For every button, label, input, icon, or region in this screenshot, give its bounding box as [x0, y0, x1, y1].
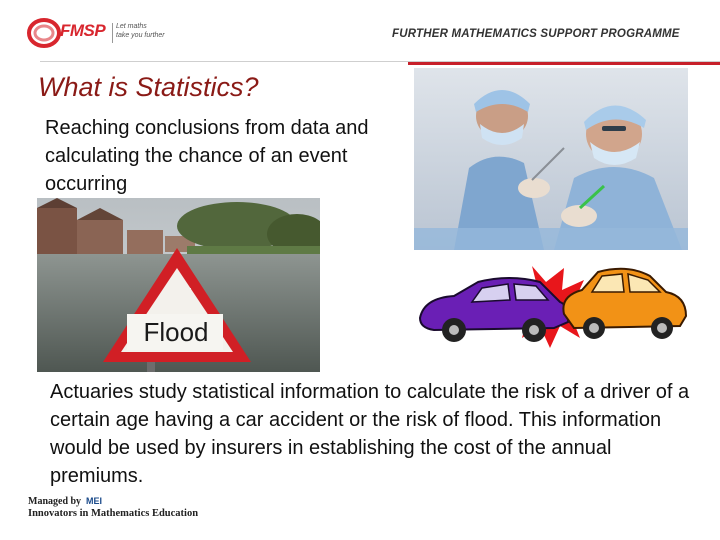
- logo-divider: [112, 23, 113, 43]
- intro-text: Reaching conclusions from data and calculating the chance of an event occurring: [45, 117, 369, 195]
- footer-logo: [28, 496, 248, 524]
- organisation-name: Innovators in Mathematics Education: [28, 508, 199, 519]
- header-accent-bar: [408, 62, 720, 65]
- fmsp-logo: [26, 14, 166, 52]
- surgeons-photo: [414, 68, 688, 250]
- flood-sign-text: Flood: [143, 317, 209, 347]
- flood-photo: [37, 198, 320, 372]
- logo-wordmark: FMSP: [60, 21, 106, 40]
- body-text: Actuaries study statistical information to calculate the risk of a driver of a certain age having a car accident or the risk of flood. This information would be used by insurers in establishing the cost of the annual premiums.: [50, 381, 690, 487]
- programme-name: FURTHER MATHEMATICS SUPPORT PROGRAMME: [392, 28, 680, 40]
- fmsp-swirl-icon: [26, 16, 62, 50]
- car-crash-illustration: [414, 262, 690, 352]
- managed-by-label: Managed by: [28, 496, 82, 507]
- slide-title: What is Statistics?: [38, 72, 259, 102]
- logo-tagline: Let maths take you further: [116, 23, 165, 39]
- mei-mark: MEI: [86, 496, 103, 506]
